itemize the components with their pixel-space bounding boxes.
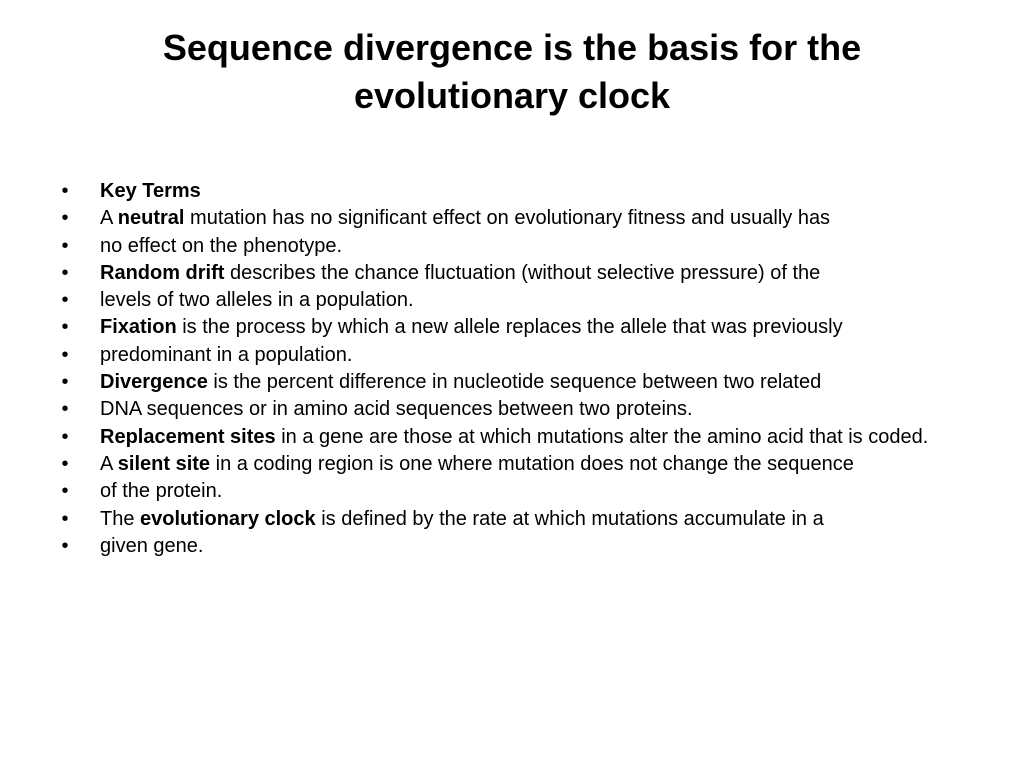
bullet-text-after: is the process by which a new allele replaces the allele that was previously bbox=[176, 316, 843, 339]
bullet-icon: • bbox=[61, 507, 69, 530]
bullet-item bbox=[58, 289, 968, 311]
bullet-icon: • bbox=[61, 289, 69, 312]
bullet-term: neutral bbox=[117, 207, 185, 230]
bullet-text-before: given gene. bbox=[100, 534, 204, 557]
bullet-list bbox=[58, 180, 968, 562]
bullet-icon: • bbox=[61, 234, 69, 257]
bullet-item bbox=[58, 180, 968, 202]
bullet-icon: • bbox=[61, 261, 69, 284]
bullet-icon: • bbox=[61, 425, 69, 448]
bullet-text-before: no effect on the phenotype. bbox=[100, 234, 343, 257]
bullet-term: silent site bbox=[117, 452, 211, 475]
bullet-icon: • bbox=[61, 398, 69, 421]
bullet-text-before: levels of two alleles in a population. bbox=[100, 289, 414, 312]
bullet-icon: • bbox=[61, 180, 69, 202]
bullet-text-before: A bbox=[100, 207, 118, 230]
bullet-item bbox=[58, 508, 968, 530]
bullet-text-before: of the protein. bbox=[100, 480, 223, 503]
bullet-term: Random drift bbox=[100, 261, 225, 284]
bullet-term: Fixation bbox=[100, 316, 177, 339]
bullet-text-before: predominant in a population. bbox=[100, 343, 353, 366]
bullet-icon: • bbox=[61, 452, 69, 475]
bullet-item bbox=[58, 398, 968, 420]
bullet-item bbox=[58, 480, 968, 502]
bullet-item bbox=[58, 426, 968, 448]
bullet-icon: • bbox=[61, 316, 69, 339]
bullet-item bbox=[58, 262, 968, 284]
bullet-text-after: is defined by the rate at which mutations accumulate in a bbox=[315, 507, 824, 530]
bullet-text-before: DNA sequences or in amino acid sequences between two proteins. bbox=[100, 398, 693, 421]
slide-title bbox=[60, 24, 964, 120]
title-line-2: evolutionary clock bbox=[353, 75, 671, 116]
bullet-item bbox=[58, 207, 968, 229]
bullet-text-before: A bbox=[100, 452, 118, 475]
bullet-icon: • bbox=[61, 207, 69, 230]
bullet-item bbox=[58, 344, 968, 366]
bullet-term: evolutionary clock bbox=[140, 507, 316, 530]
bullet-term: Key Terms bbox=[100, 180, 201, 202]
bullet-icon: • bbox=[61, 534, 69, 557]
bullet-term: Divergence bbox=[100, 371, 208, 394]
bullet-text-after: mutation has no significant effect on evolutionary fitness and usually has bbox=[184, 207, 831, 230]
bullet-item bbox=[58, 371, 968, 393]
title-line-1: Sequence divergence is the basis for the bbox=[162, 27, 862, 68]
bullet-icon: • bbox=[61, 343, 69, 366]
bullet-text-after: in a gene are those at which mutations alter the amino acid that is coded. bbox=[275, 425, 929, 448]
bullet-icon: • bbox=[61, 371, 69, 394]
bullet-text-after: is the percent difference in nucleotide sequence between two related bbox=[207, 371, 822, 394]
bullet-text-after: describes the chance fluctuation (without selective pressure) of the bbox=[224, 261, 821, 284]
bullet-text-before: The bbox=[100, 507, 141, 530]
bullet-icon: • bbox=[61, 480, 69, 503]
bullet-text-after: in a coding region is one where mutation does not change the sequence bbox=[210, 452, 854, 475]
bullet-item bbox=[58, 453, 968, 475]
bullet-item bbox=[58, 235, 968, 257]
bullet-item bbox=[58, 535, 968, 557]
bullet-term: Replacement sites bbox=[100, 425, 276, 448]
bullet-item bbox=[58, 316, 968, 338]
